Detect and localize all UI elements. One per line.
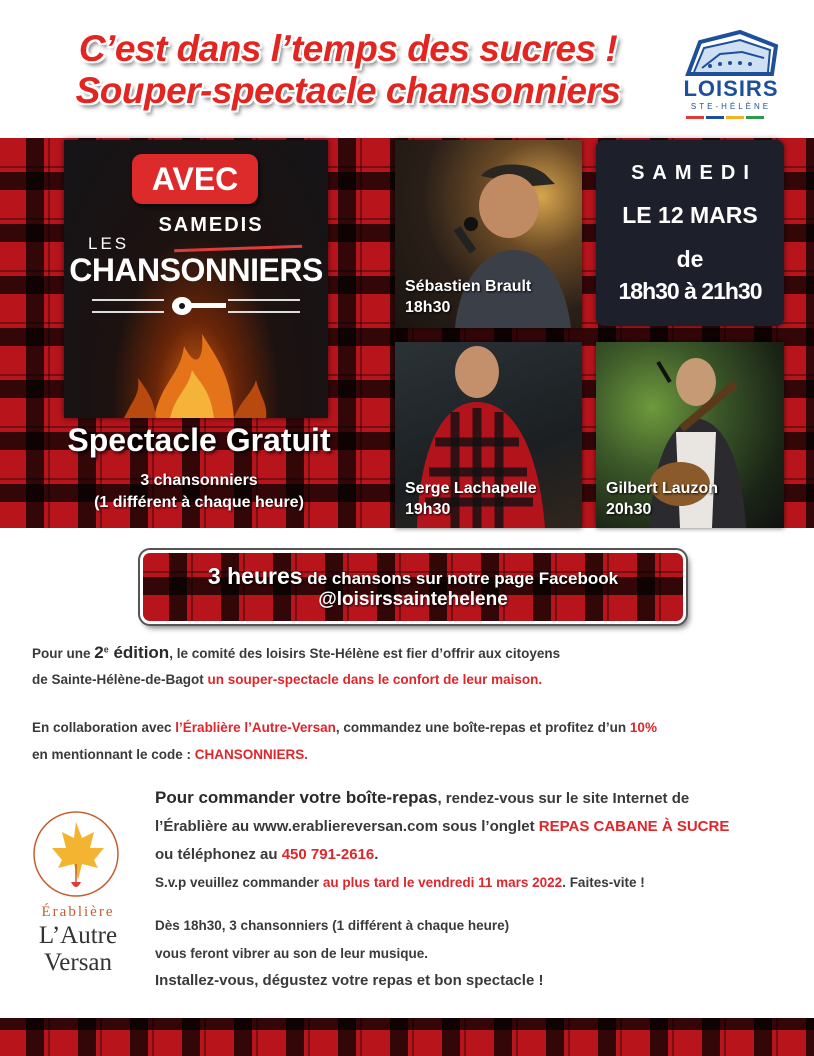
erabliere-logo-line-1: Érablière [41,904,115,920]
event-date: LE 12 MARS [622,202,758,228]
order-deadline: au plus tard le vendredi 11 mars 2022 [322,875,563,890]
performer-photo-gilbert [596,342,784,528]
intro-text: Pour une [32,646,95,661]
order-text: ou téléphonez au [155,846,282,863]
order-line-5: Dès 18h30, 3 chansonniers (1 différent à chaque heure) [155,918,510,933]
event-date-box [596,140,784,326]
footer-plaid-band [0,1018,814,1056]
edition-number: 2 [94,643,104,662]
spectacle-gratuit-title: Spectacle Gratuit [67,422,331,458]
intro-text: , le comité des loisirs Ste-Hélène est fier d’offrir aux citoyens [169,646,561,661]
event-day: SAMEDI [631,162,757,184]
order-text: . [374,846,379,863]
performer-name: Gilbert Lauzon [606,480,718,497]
promo-code: CHANSONNIERS. [194,747,309,762]
avec-badge: AVEC [132,154,258,204]
spectacle-subtitle-1: 3 chansonniers [140,472,258,489]
spectacle-subtitle-2: (1 différent à chaque heure) [94,494,304,511]
order-heading: Pour commander votre boîte-repas [155,788,438,807]
order-text: l’Érablière au www.erabliereversan.com sous l’onglet [155,818,539,835]
album-chansonniers: CHANSONNIERS [69,252,323,288]
loisirs-ste-helene-logo [680,28,782,122]
album-samedis: SAMEDIS [158,214,264,236]
loisirs-logo-name: LOISIRS [683,76,779,101]
intro-line-4 [32,747,792,762]
intro-text: en mentionnant le code : [32,747,195,762]
event-de: de [676,246,704,272]
loisirs-logo-subtitle: STE-HÉLÈNE [690,102,772,111]
performer-time: 20h30 [606,501,652,518]
album-les: LES [88,234,130,253]
performer-time: 18h30 [405,299,451,316]
performer-photo-serge [395,342,582,528]
samedis-chansonniers-poster [64,140,328,418]
intro-line-2 [32,672,792,687]
logo-underline-icon [680,114,782,122]
order-line-6: vous feront vibrer au son de leur musique. [155,946,429,961]
order-closing-line: Installez-vous, dégustez votre repas et bon spectacle ! [155,972,544,989]
strikethrough-line [174,235,302,252]
intro-line-3 [32,720,792,735]
order-text: S.v.p veuillez commander [155,875,323,890]
order-line-3 [155,846,795,863]
repas-cabane-link[interactable]: REPAS CABANE À SUCRE [538,818,730,835]
intro-text: En collaboration avec [32,720,176,735]
facebook-handle: @loisirssaintehelene [318,589,508,610]
erabliere-logo-line-2: L’Autre [38,922,118,949]
performer-photo-sebastien [395,140,582,328]
performer-name: Sébastien Brault [405,278,532,295]
maple-leaf-icon [28,808,128,902]
order-text: , rendez-vous sur le site Internet de [437,790,690,807]
erabliere-logo-line-3: Versan [43,949,113,976]
facebook-banner-hours: 3 heures [207,563,303,589]
intro-line-1 [32,643,792,663]
order-line-1 [155,788,795,808]
facebook-banner-line-1 [143,563,683,590]
order-line-4 [155,875,795,890]
phone-number[interactable]: 450 791-2616 [281,846,375,863]
event-time: 18h30 à 21h30 [618,278,762,304]
intro-text: de Sainte-Hélène-de-Bagot [32,672,208,687]
intro-text: , commandez une boîte-repas et profitez d’un [335,720,630,735]
campfire-guitar-icon [84,290,308,418]
facebook-banner [140,550,686,624]
performer-name: Serge Lachapelle [405,480,537,497]
edition-word: édition [108,643,170,662]
performer-time: 19h30 [405,501,451,518]
erabliere-name-highlight: l’Érablière l’Autre-Versan [175,720,336,735]
arena-building-icon [680,28,782,78]
headline-line-2: Souper-spectacle chansonniers [75,70,621,111]
header [0,0,814,138]
facebook-banner-text: de chansons sur notre page Facebook [302,569,619,588]
order-text: . Faites-vite ! [562,875,645,890]
headline-line-1: C’est dans l’temps des sucres ! [78,28,618,69]
discount-percent: 10% [629,720,657,735]
order-line-2 [155,818,795,835]
plaid-banner [0,138,814,528]
erabliere-autre-versan-logo [28,808,128,983]
intro-highlight: un souper-spectacle dans le confort de leur maison. [207,672,543,687]
edition-superscript: e [103,644,109,655]
